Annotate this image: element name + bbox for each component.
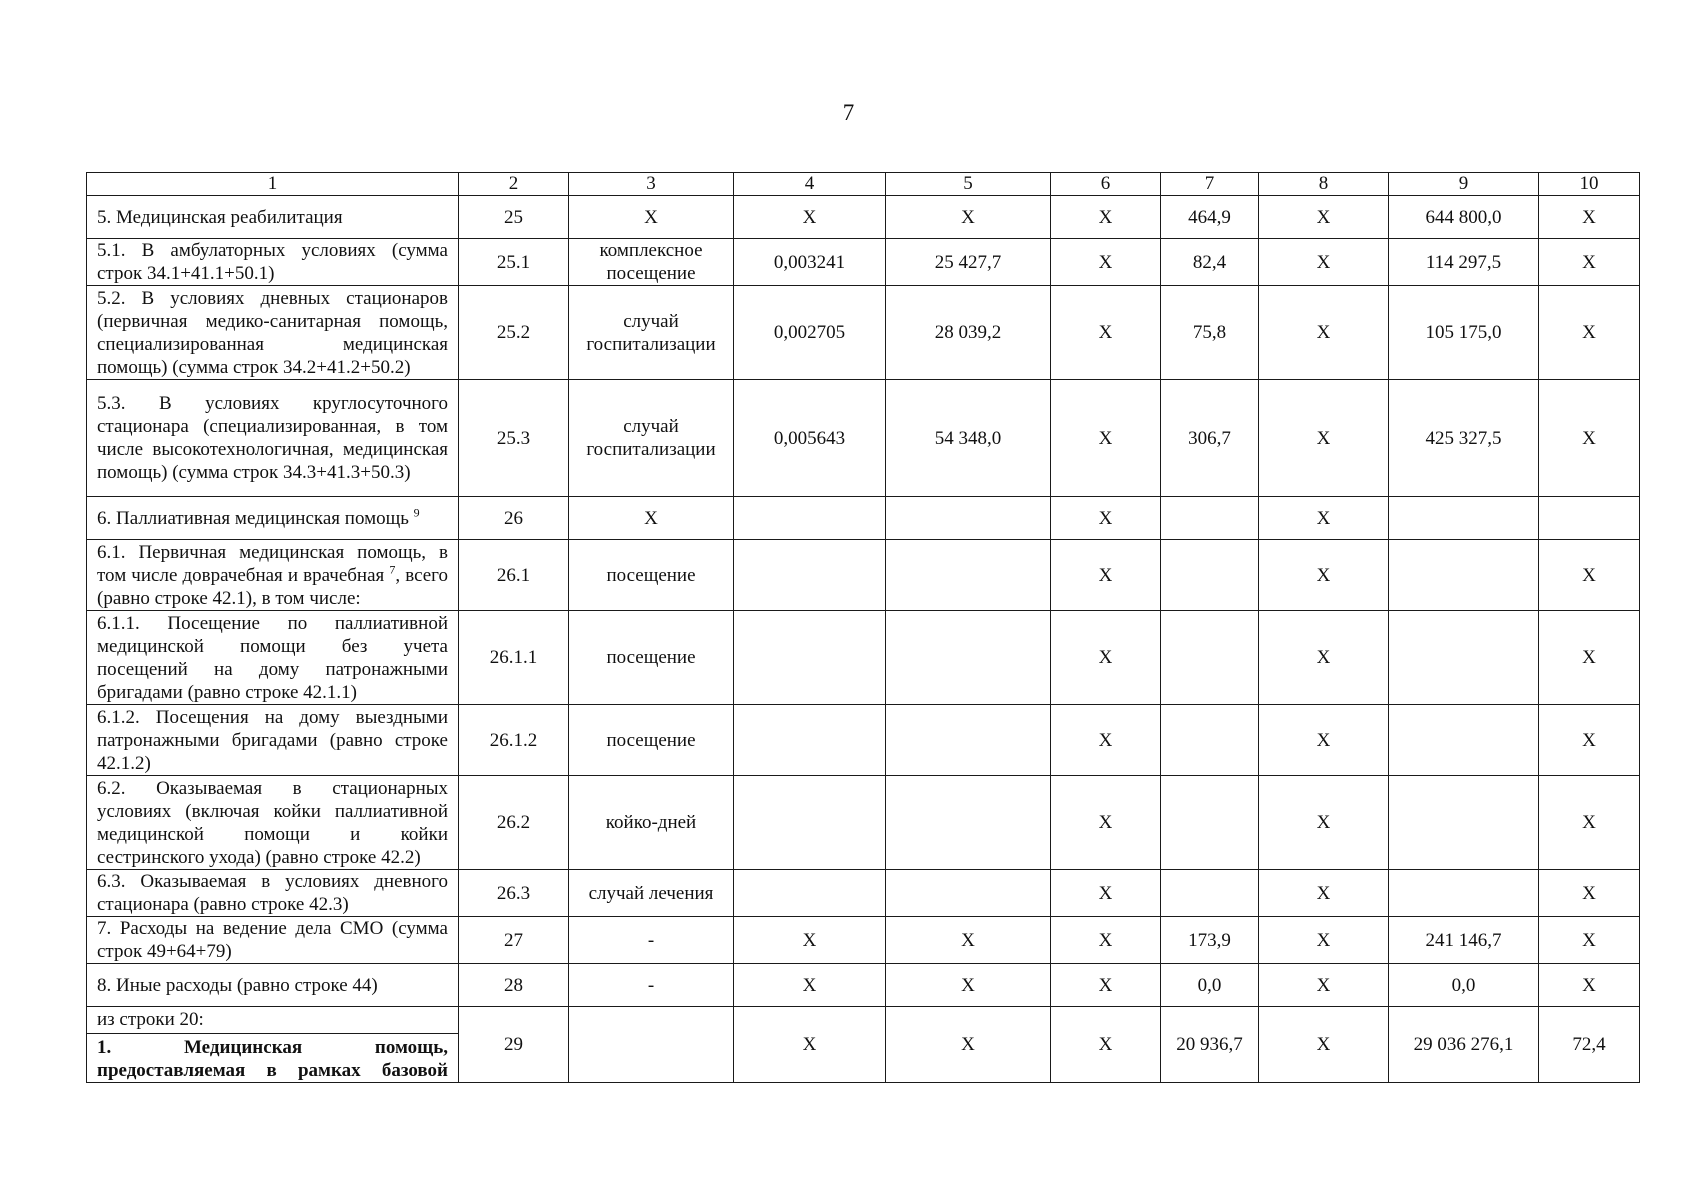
table-cell bbox=[1389, 611, 1539, 705]
row-number: 25.2 bbox=[459, 286, 569, 380]
table-cell: Х bbox=[1259, 964, 1389, 1007]
table-cell bbox=[1161, 705, 1259, 776]
row-number: 26.1.1 bbox=[459, 611, 569, 705]
table-cell bbox=[886, 776, 1051, 870]
table-cell: Х bbox=[1051, 1007, 1161, 1083]
table-row bbox=[87, 964, 1640, 1007]
table-row bbox=[87, 776, 1640, 870]
table-cell: Х bbox=[1539, 380, 1640, 497]
table-cell: 29 036 276,1 bbox=[1389, 1007, 1539, 1083]
table-row bbox=[87, 239, 1640, 286]
table-cell: 54 348,0 bbox=[886, 380, 1051, 497]
row-description: 5.3. В условиях круглосуточного стационара (специализированная, в том числе высокотехнологичная, медицинская помощь) (сумма строк 34.3+41.3+50.3) bbox=[87, 380, 459, 497]
table-cell bbox=[886, 540, 1051, 611]
row-description: 6.2. Оказываемая в стационарных условиях (включая койки паллиативной медицинской помощи и койки сестринского ухода) (равно строке 42.2) bbox=[87, 776, 459, 870]
table-cell: Х bbox=[1539, 705, 1640, 776]
unit-cell: Х bbox=[569, 196, 734, 239]
table-cell: Х bbox=[1539, 776, 1640, 870]
unit-cell: Х bbox=[569, 497, 734, 540]
table-cell: Х bbox=[1539, 964, 1640, 1007]
table-cell bbox=[1161, 540, 1259, 611]
row-description: 7. Расходы на ведение дела СМО (сумма строк 49+64+79) bbox=[87, 917, 459, 964]
row-description-bold bbox=[87, 1034, 458, 1082]
table-cell: Х bbox=[1051, 870, 1161, 917]
table-cell: Х bbox=[734, 1007, 886, 1083]
table-cell bbox=[886, 870, 1051, 917]
unit-cell: посещение bbox=[569, 705, 734, 776]
table-cell: 20 936,7 bbox=[1161, 1007, 1259, 1083]
table-row bbox=[87, 380, 1640, 497]
table-cell bbox=[734, 540, 886, 611]
table-cell bbox=[1161, 870, 1259, 917]
unit-cell: комплексное посещение bbox=[569, 239, 734, 286]
unit-cell: случай госпитализации bbox=[569, 380, 734, 497]
row-description bbox=[87, 540, 459, 611]
footnote-mark: 9 bbox=[413, 505, 420, 520]
row-number: 27 bbox=[459, 917, 569, 964]
row-description: 5.2. В условиях дневных стационаров (первичная медико-санитарная помощь, специализированная медицинская помощь) (сумма строк 34.2+41.2+50.2) bbox=[87, 286, 459, 380]
row-description-text: 6.1. Первичная медицинская помощь, в том числе доврачебная и врачебная bbox=[97, 541, 448, 586]
page-number: 7 bbox=[842, 100, 855, 125]
row-description: 8. Иные расходы (равно строке 44) bbox=[87, 964, 459, 1007]
row-description: 6.1.2. Посещения на дому выездными патронажными бригадами (равно строке 42.1.2) bbox=[87, 705, 459, 776]
table-cell bbox=[734, 611, 886, 705]
table-cell: Х bbox=[1259, 1007, 1389, 1083]
table-cell: 0,002705 bbox=[734, 286, 886, 380]
table-row bbox=[87, 497, 1640, 540]
table-row bbox=[87, 870, 1640, 917]
table-row bbox=[87, 196, 1640, 239]
table-cell: Х bbox=[886, 917, 1051, 964]
table-row bbox=[87, 286, 1640, 380]
table-cell: Х bbox=[1259, 776, 1389, 870]
column-header: 3 bbox=[569, 173, 734, 196]
table-cell: 241 146,7 bbox=[1389, 917, 1539, 964]
unit-cell: случай госпитализации bbox=[569, 286, 734, 380]
row-description: 5. Медицинская реабилитация bbox=[87, 196, 459, 239]
column-header: 7 bbox=[1161, 173, 1259, 196]
table-cell: Х bbox=[886, 196, 1051, 239]
table-cell: Х bbox=[1051, 540, 1161, 611]
footnote-mark: 7 bbox=[389, 562, 396, 577]
column-header: 9 bbox=[1389, 173, 1539, 196]
table-cell bbox=[886, 611, 1051, 705]
column-header: 10 bbox=[1539, 173, 1640, 196]
column-header: 1 bbox=[87, 173, 459, 196]
table-row bbox=[87, 611, 1640, 705]
table-cell: 0,003241 bbox=[734, 239, 886, 286]
table-cell: Х bbox=[1259, 917, 1389, 964]
row-description: 6.3. Оказываемая в условиях дневного стационара (равно строке 42.3) bbox=[87, 870, 459, 917]
table-cell: Х bbox=[1051, 196, 1161, 239]
table-row bbox=[87, 705, 1640, 776]
row-number: 26.3 bbox=[459, 870, 569, 917]
table-cell: Х bbox=[1051, 917, 1161, 964]
unit-cell: койко-дней bbox=[569, 776, 734, 870]
unit-cell: - bbox=[569, 917, 734, 964]
table-cell bbox=[734, 497, 886, 540]
row-description: 6.1.1. Посещение по паллиативной медицинской помощи без учета посещений на дому патронажными бригадами (равно строке 42.1.1) bbox=[87, 611, 459, 705]
table-cell: Х bbox=[1259, 286, 1389, 380]
table-cell: Х bbox=[1539, 540, 1640, 611]
column-header: 4 bbox=[734, 173, 886, 196]
row-description-text-cont: , всего (равно строке 42.1), в том числе: bbox=[97, 564, 448, 609]
table-cell bbox=[1389, 870, 1539, 917]
table-cell: 0,0 bbox=[1161, 964, 1259, 1007]
table-cell: Х bbox=[734, 917, 886, 964]
table-cell: Х bbox=[1259, 380, 1389, 497]
row-description bbox=[87, 497, 459, 540]
table-cell: Х bbox=[1259, 705, 1389, 776]
table-cell bbox=[734, 776, 886, 870]
table-cell: 114 297,5 bbox=[1389, 239, 1539, 286]
table-cell: Х bbox=[1539, 611, 1640, 705]
table-cell: Х bbox=[1051, 239, 1161, 286]
table-cell bbox=[734, 705, 886, 776]
table-cell bbox=[1389, 705, 1539, 776]
table-cell bbox=[886, 705, 1051, 776]
row-number: 29 bbox=[459, 1007, 569, 1083]
table-cell: 25 427,7 bbox=[886, 239, 1051, 286]
column-header: 5 bbox=[886, 173, 1051, 196]
table-cell: Х bbox=[1259, 611, 1389, 705]
table-row bbox=[87, 540, 1640, 611]
table-cell: Х bbox=[1259, 239, 1389, 286]
unit-cell bbox=[569, 1007, 734, 1083]
table-cell: Х bbox=[1051, 611, 1161, 705]
table-cell: Х bbox=[1051, 497, 1161, 540]
row-description-line: предоставляемая в рамках базовой bbox=[97, 1060, 448, 1081]
table-cell: Х bbox=[734, 964, 886, 1007]
table-cell: Х bbox=[886, 964, 1051, 1007]
table-cell: 75,8 bbox=[1161, 286, 1259, 380]
row-number: 26.1.2 bbox=[459, 705, 569, 776]
table-cell: Х bbox=[1539, 196, 1640, 239]
table-cell bbox=[1539, 497, 1640, 540]
table-cell: 28 039,2 bbox=[886, 286, 1051, 380]
unit-cell: посещение bbox=[569, 540, 734, 611]
row-number: 25 bbox=[459, 196, 569, 239]
table-cell: Х bbox=[1051, 380, 1161, 497]
table-cell bbox=[1389, 497, 1539, 540]
table-cell bbox=[1161, 497, 1259, 540]
row-description-text: 6. Паллиативная медицинская помощь bbox=[97, 507, 409, 529]
table-cell: Х bbox=[1051, 286, 1161, 380]
row-number: 25.1 bbox=[459, 239, 569, 286]
table-cell: Х bbox=[1259, 196, 1389, 239]
table-cell: Х bbox=[1051, 705, 1161, 776]
row-number: 26.1 bbox=[459, 540, 569, 611]
table-cell: Х bbox=[1259, 497, 1389, 540]
table-cell: 644 800,0 bbox=[1389, 196, 1539, 239]
table-header-row bbox=[87, 173, 1640, 196]
table-cell: 0,0 bbox=[1389, 964, 1539, 1007]
table-cell: Х bbox=[1259, 870, 1389, 917]
table-cell: 82,4 bbox=[1161, 239, 1259, 286]
column-header: 6 bbox=[1051, 173, 1161, 196]
table-cell: 72,4 bbox=[1539, 1007, 1640, 1083]
row-description: 5.1. В амбулаторных условиях (сумма строк 34.1+41.1+50.1) bbox=[87, 239, 459, 286]
row-number: 26.2 bbox=[459, 776, 569, 870]
financing-table bbox=[86, 172, 1640, 1083]
table-cell: Х bbox=[1051, 776, 1161, 870]
table-cell: Х bbox=[1539, 239, 1640, 286]
table-cell: Х bbox=[1539, 286, 1640, 380]
table-cell: Х bbox=[1539, 870, 1640, 917]
table-row bbox=[87, 1007, 1640, 1083]
table-cell: 306,7 bbox=[1161, 380, 1259, 497]
table-cell: 173,9 bbox=[1161, 917, 1259, 964]
row-number: 28 bbox=[459, 964, 569, 1007]
column-header: 2 bbox=[459, 173, 569, 196]
unit-cell: случай лечения bbox=[569, 870, 734, 917]
table-cell: Х bbox=[1259, 540, 1389, 611]
table-cell: 464,9 bbox=[1161, 196, 1259, 239]
table-cell: Х bbox=[734, 196, 886, 239]
row-number: 26 bbox=[459, 497, 569, 540]
unit-cell: - bbox=[569, 964, 734, 1007]
column-header: 8 bbox=[1259, 173, 1389, 196]
table-cell bbox=[886, 497, 1051, 540]
table-cell bbox=[1389, 776, 1539, 870]
table-cell: Х bbox=[1051, 964, 1161, 1007]
row-description bbox=[87, 1007, 459, 1083]
table-cell: Х bbox=[886, 1007, 1051, 1083]
table-cell: 0,005643 bbox=[734, 380, 886, 497]
table-cell: Х bbox=[1539, 917, 1640, 964]
row-description-line: 1. Медицинская помощь, bbox=[97, 1037, 448, 1058]
table-cell: 105 175,0 bbox=[1389, 286, 1539, 380]
table-cell bbox=[734, 870, 886, 917]
table-cell: 425 327,5 bbox=[1389, 380, 1539, 497]
row-subheading: из строки 20: bbox=[87, 1007, 458, 1034]
table-cell bbox=[1389, 540, 1539, 611]
table-cell bbox=[1161, 776, 1259, 870]
unit-cell: посещение bbox=[569, 611, 734, 705]
table-cell bbox=[1161, 611, 1259, 705]
row-number: 25.3 bbox=[459, 380, 569, 497]
table-row bbox=[87, 917, 1640, 964]
